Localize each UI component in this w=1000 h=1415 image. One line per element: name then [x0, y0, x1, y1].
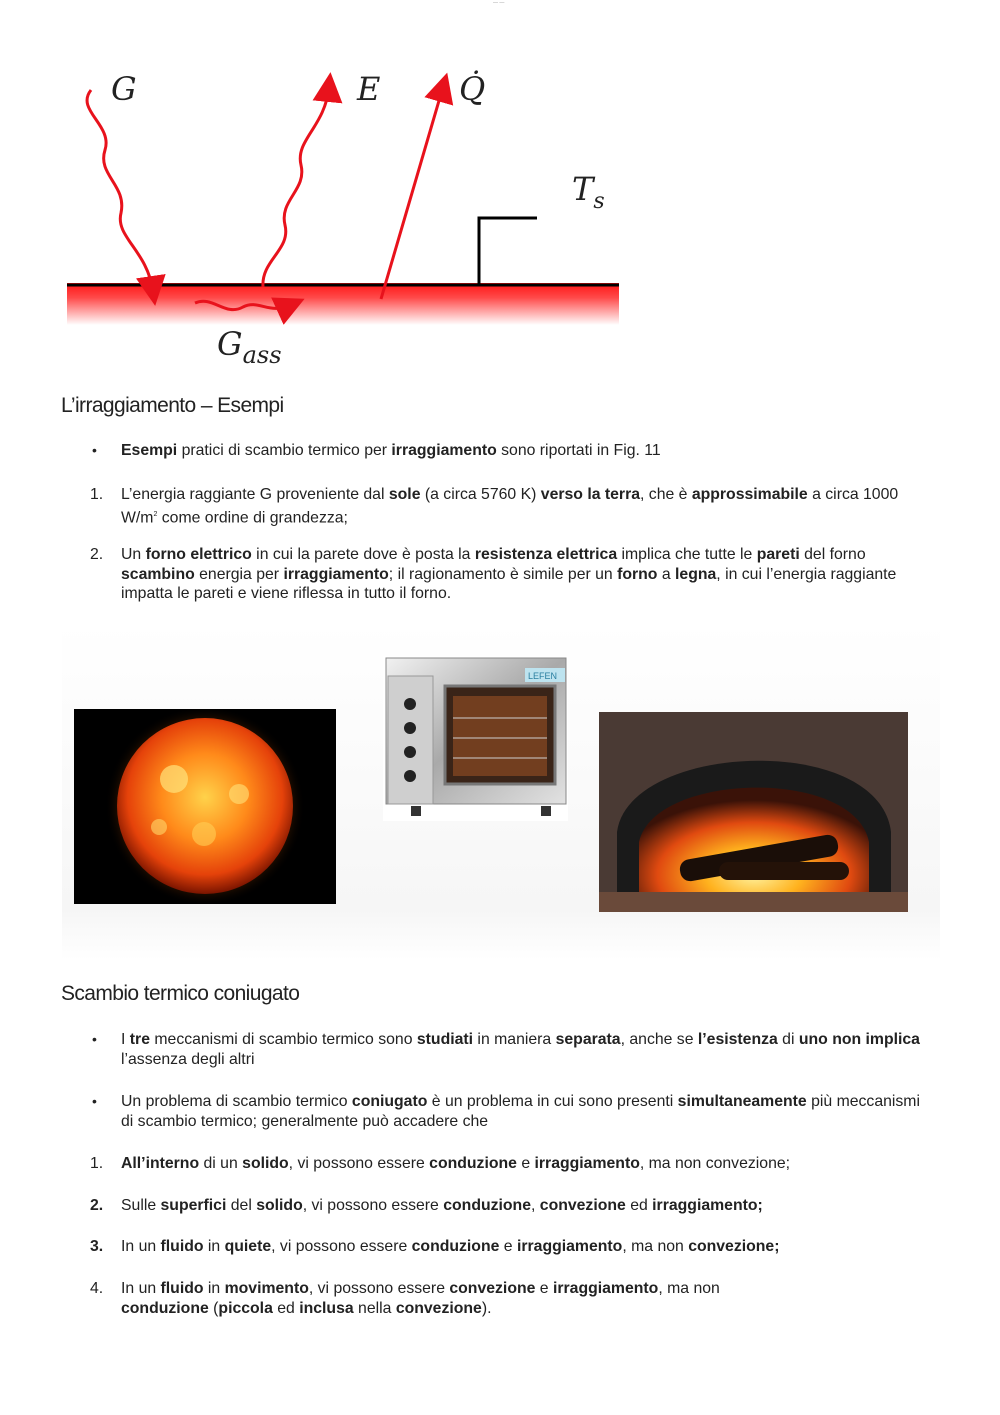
section-heading-scambio-coniugato: Scambio termico coniugato — [61, 982, 300, 1005]
section-heading-irraggiamento: L’irraggiamento – Esempi — [61, 394, 284, 417]
sun-photo — [74, 709, 336, 904]
label-Ts: $T_s$ — [572, 170, 605, 214]
list-item: • I tre meccanismi di scambio termico sono studiati in maniera separata, anche se l’esistenza di uno non implica l’assenza degli altri — [92, 1031, 920, 1068]
irradiation-G-ray — [87, 90, 153, 291]
heat-flux-Q-arrow — [381, 87, 443, 299]
bullet-marker: • — [92, 1031, 97, 1047]
list-item: 4. In un fluido in movimento, vi possono essere convezione e irraggiamento, ma non conduzione (piccola ed inclusa nella convezione). — [90, 1280, 720, 1317]
list-number: 4. — [90, 1280, 104, 1297]
label-G: G — [111, 70, 137, 108]
list-number: 1. — [90, 1155, 104, 1172]
label-Gass: $G_{ass}$ — [217, 325, 282, 369]
label-Q: Q̇ — [459, 70, 486, 108]
radiation-diagram — [55, 55, 635, 385]
list-item: • Esempi pratici di scambio termico per irraggiamento sono riportati in Fig. 11 — [92, 442, 661, 459]
list-item: 3. In un fluido in quiete, vi possono essere conduzione e irraggiamento, ma non convezione; — [90, 1238, 780, 1255]
list-number: 2. — [90, 546, 104, 563]
list-item: 2. Sulle superfici del solido, vi possono essere conduzione, convezione ed irraggiamento; — [90, 1197, 763, 1214]
emission-E-ray — [263, 87, 329, 287]
electric-oven-photo — [383, 656, 568, 821]
surface-temperature-probe — [479, 218, 537, 285]
bullet-marker: • — [92, 442, 97, 458]
list-item: 2. Un forno elettrico in cui la parete dove è posta la resistenza elettrica implica che tutte le pareti del forno scambino energia per irraggiamento; il ragionamento è simile per un forno a legna, in cui l’energia raggiante impatta le pareti e viene riflessa in tutto il forno. — [90, 546, 897, 602]
list-number: 2. — [90, 1197, 104, 1214]
wood-oven-photo — [599, 712, 908, 912]
label-E: E — [357, 70, 381, 108]
list-number: 1. — [90, 486, 104, 503]
list-number: 3. — [90, 1238, 104, 1255]
list-item: • Un problema di scambio termico coniugato è un problema in cui sono presenti simultaneamente più meccanismi di scambio termico; generalmente può accadere che — [92, 1093, 920, 1130]
list-item: 1. All’interno di un solido, vi possono essere conduzione e irraggiamento, ma non convezione; — [90, 1155, 791, 1172]
heated-surface — [67, 283, 619, 325]
bullet-marker: • — [92, 1093, 97, 1109]
oven-brand-label: LEFEN — [528, 671, 558, 681]
page-marker: — — — [493, 0, 505, 6]
list-item: 1. L’energia raggiante G proveniente dal sole (a circa 5760 K) verso la terra, che è approssimabile a circa 1000 $W/m^2$ come ordine di grandezza; — [90, 486, 899, 526]
